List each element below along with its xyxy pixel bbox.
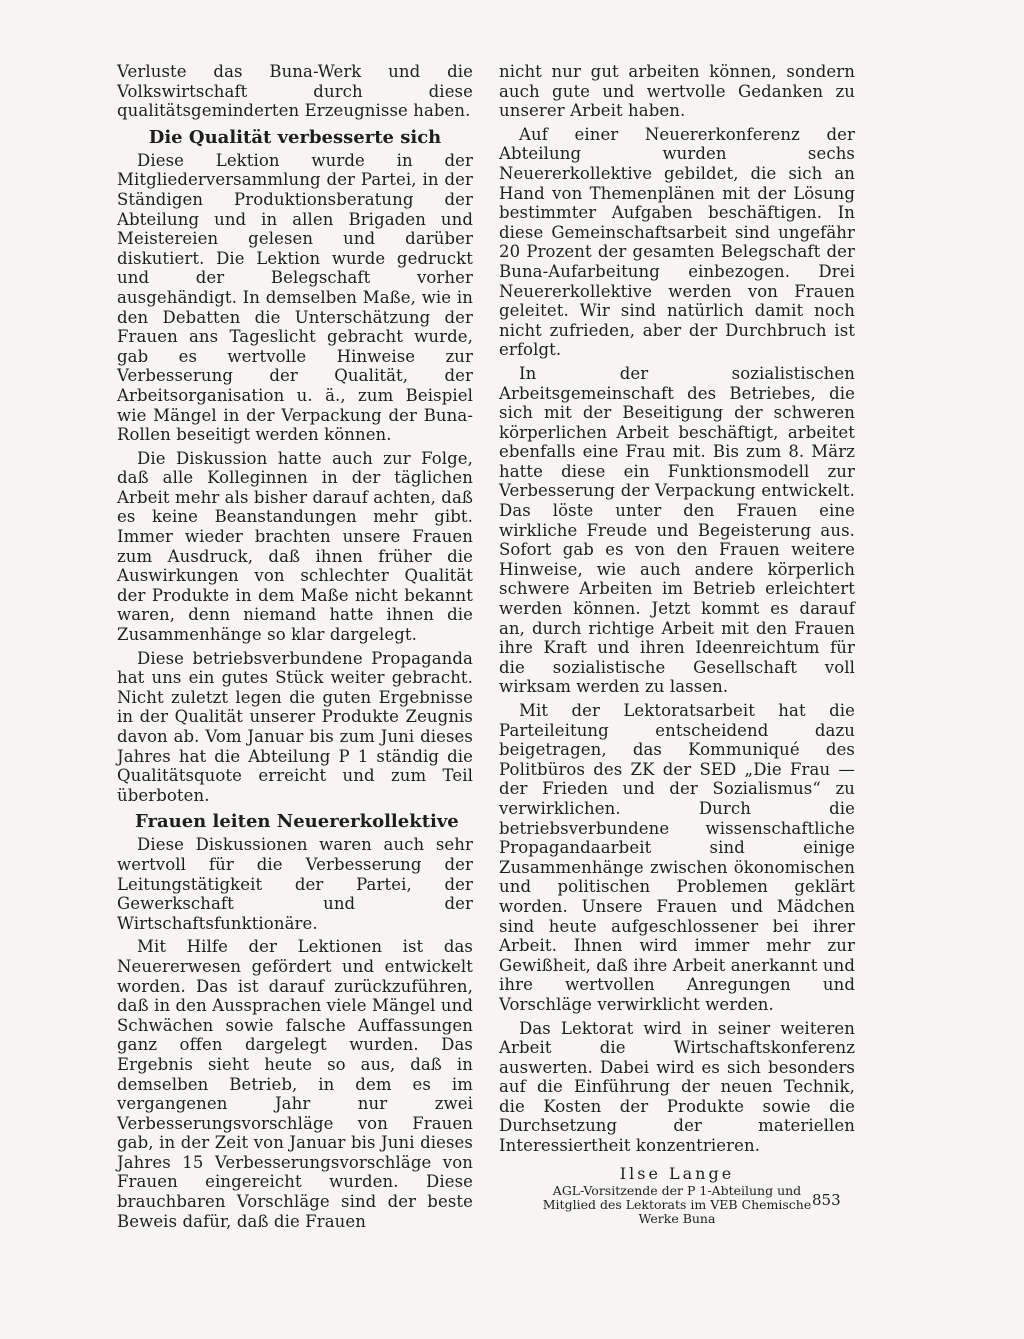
author-affiliation: Werke Buna — [638, 1210, 716, 1226]
paragraph: Diese betriebsverbundene Propaganda hat uns ein gutes Stück weiter gebracht. Nicht zuletzt legen die guten Ergebnisse in der Qualität unserer Produkte Zeugnis davon ab. Vom Januar bis zum Juni dieses Jahres hat die Abteilung P 1 ständig die Qualitätsquote erreicht und zum Teil überboten. — [117, 648, 473, 805]
page-number: 853 — [812, 1191, 841, 1209]
paragraph: Diese Lektion wurde in der Mitgliederversammlung der Partei, in der Ständigen Produktionsberatung der Abteilung und in allen Brigaden und Meistereien gelesen und darüber diskutiert. Die Lektion wurde gedruckt und der Belegschaft vorher ausgehändigt. In demselben Maße, wie in den Debatten die Unterschätzung der Frauen ans Tageslicht gebracht wurde, gab es wertvolle Hinweise zur Verbesserung der Qualität, der Arbeitsorganisation u. ä., zum Beispiel wie Mängel in der Verpackung der Buna-Rollen beseitigt werden können. — [117, 150, 473, 445]
paragraph: Das Lektorat wird in seiner weiteren Arbeit die Wirtschaftskonferenz auswerten. Dabei wird es sich besonders auf die Einführung der neuen Technik, die Kosten der Produkte sowie die Durchsetzung der materiellen Interessiertheit konzentrieren. — [499, 1018, 855, 1156]
section-heading: Frauen leiten Neuererkollektive — [135, 811, 459, 833]
paragraph: Mit Hilfe der Lektionen ist das Neuererwesen gefördert und entwickelt worden. Das ist darauf zurückzuführen, daß in den Aussprachen viele Mängel und Schwächen sowie falsche Auffassungen ganz offen dargelegt wurden. Das Ergebnis sieht heute so aus, daß in demselben Betrieb, in dem es im vergangenen Jahr nur zwei Verbesserungsvorschläge von Frauen gab, in der Zeit von Januar bis Juni dieses Jahres 15 Verbesserungsvorschläge von Frauen eingereicht wurden. Diese brauchbaren Vorschläge sind der beste Beweis dafür, daß die Frauen — [117, 937, 473, 1231]
paragraph: Auf einer Neuererkonferenz der Abteilung wurden sechs Neuererkollektive gebildet, die sich an Hand von Themenplänen mit der Lösung bestimmter Aufgaben beschäftigen. In diese Gemeinschaftsarbeit sind ungefähr 20 Prozent der gesamten Belegschaft der Buna-Aufarbeitung einbezogen. Drei Neuererkollektive werden von Frauen geleitet. Wir sind natürlich damit noch nicht zufrieden, aber der Durchbruch ist erfolgt. — [499, 124, 855, 360]
section-heading: Die Qualität verbesserte sich — [148, 126, 442, 148]
author-name: Ilse Lange — [619, 1163, 735, 1183]
left-column — [117, 62, 473, 1231]
paragraph: In der sozialistischen Arbeitsgemeinschaft des Betriebes, die sich mit der Beseitigung der schweren körperlichen Arbeit beschäftigt, arbeitet ebenfalls eine Frau mit. Bis zum 8. März hatte diese ein Funktionsmodell zur Verbesserung der Verpackung entwickelt. Das löste unter den Frauen eine wirkliche Freude und Begeisterung aus. Sofort gab es von den Frauen weitere Hinweise, wie auch andere körperlich schwere Arbeiten im Betrieb erleichtert werden können. Jetzt kommt es darauf an, durch richtige Arbeit mit den Frauen ihre Kraft und ihren Ideenreichtum für die sozialistische Gesellschaft voll wirksam werden zu lassen. — [499, 363, 855, 697]
paragraph: Die Diskussion hatte auch zur Folge, daß alle Kolleginnen in der täglichen Arbeit mehr als bisher darauf achten, daß es keine Beanstandungen mehr gibt. Immer wieder brachten unsere Frauen zum Ausdruck, daß ihnen früher die Auswirkungen von schlechter Qualität der Produkte in dem Maße nicht bekannt waren, denn niemand hatte ihnen die Zusammenhänge so klar dargelegt. — [117, 448, 473, 645]
author-affiliation: AGL-Vorsitzende der P 1-Abteilung und — [552, 1182, 802, 1198]
paragraph: Diese Diskussionen waren auch sehr wertvoll für die Verbesserung der Leitungstätigkeit der Partei, der Gewerkschaft und der Wirtschaftsfunktionäre. — [117, 835, 473, 933]
paragraph: nicht nur gut arbeiten können, sondern auch gute und wertvolle Gedanken zu unserer Arbeit haben. — [499, 62, 855, 121]
right-column — [499, 62, 855, 1226]
paragraph: Mit der Lektoratsarbeit hat die Parteileitung entscheidend dazu beigetragen, das Kommuniqué des Politbüros des ZK der SED „Die Frau — der Frieden und der Sozialismus“ zu verwirklichen. Durch die betriebsverbundene wissenschaftliche Propagandaarbeit sind einige Zusammenhänge zwischen ökonomischen und politischen Problemen geklärt worden. Unsere Frauen und Mädchen sind heute aufgeschlossener bei ihrer Arbeit. Ihnen wird immer mehr zur Gewißheit, daß ihre Arbeit anerkannt und ihre wertvollen Anregungen und Vorschläge verwirklicht werden. — [499, 701, 855, 1014]
paragraph: Verluste das Buna-Werk und die Volkswirtschaft durch diese qualitätsgeminderten Erzeugnisse haben. — [117, 62, 473, 121]
author-affiliation: Mitglied des Lektorats im VEB Chemische — [542, 1196, 812, 1212]
